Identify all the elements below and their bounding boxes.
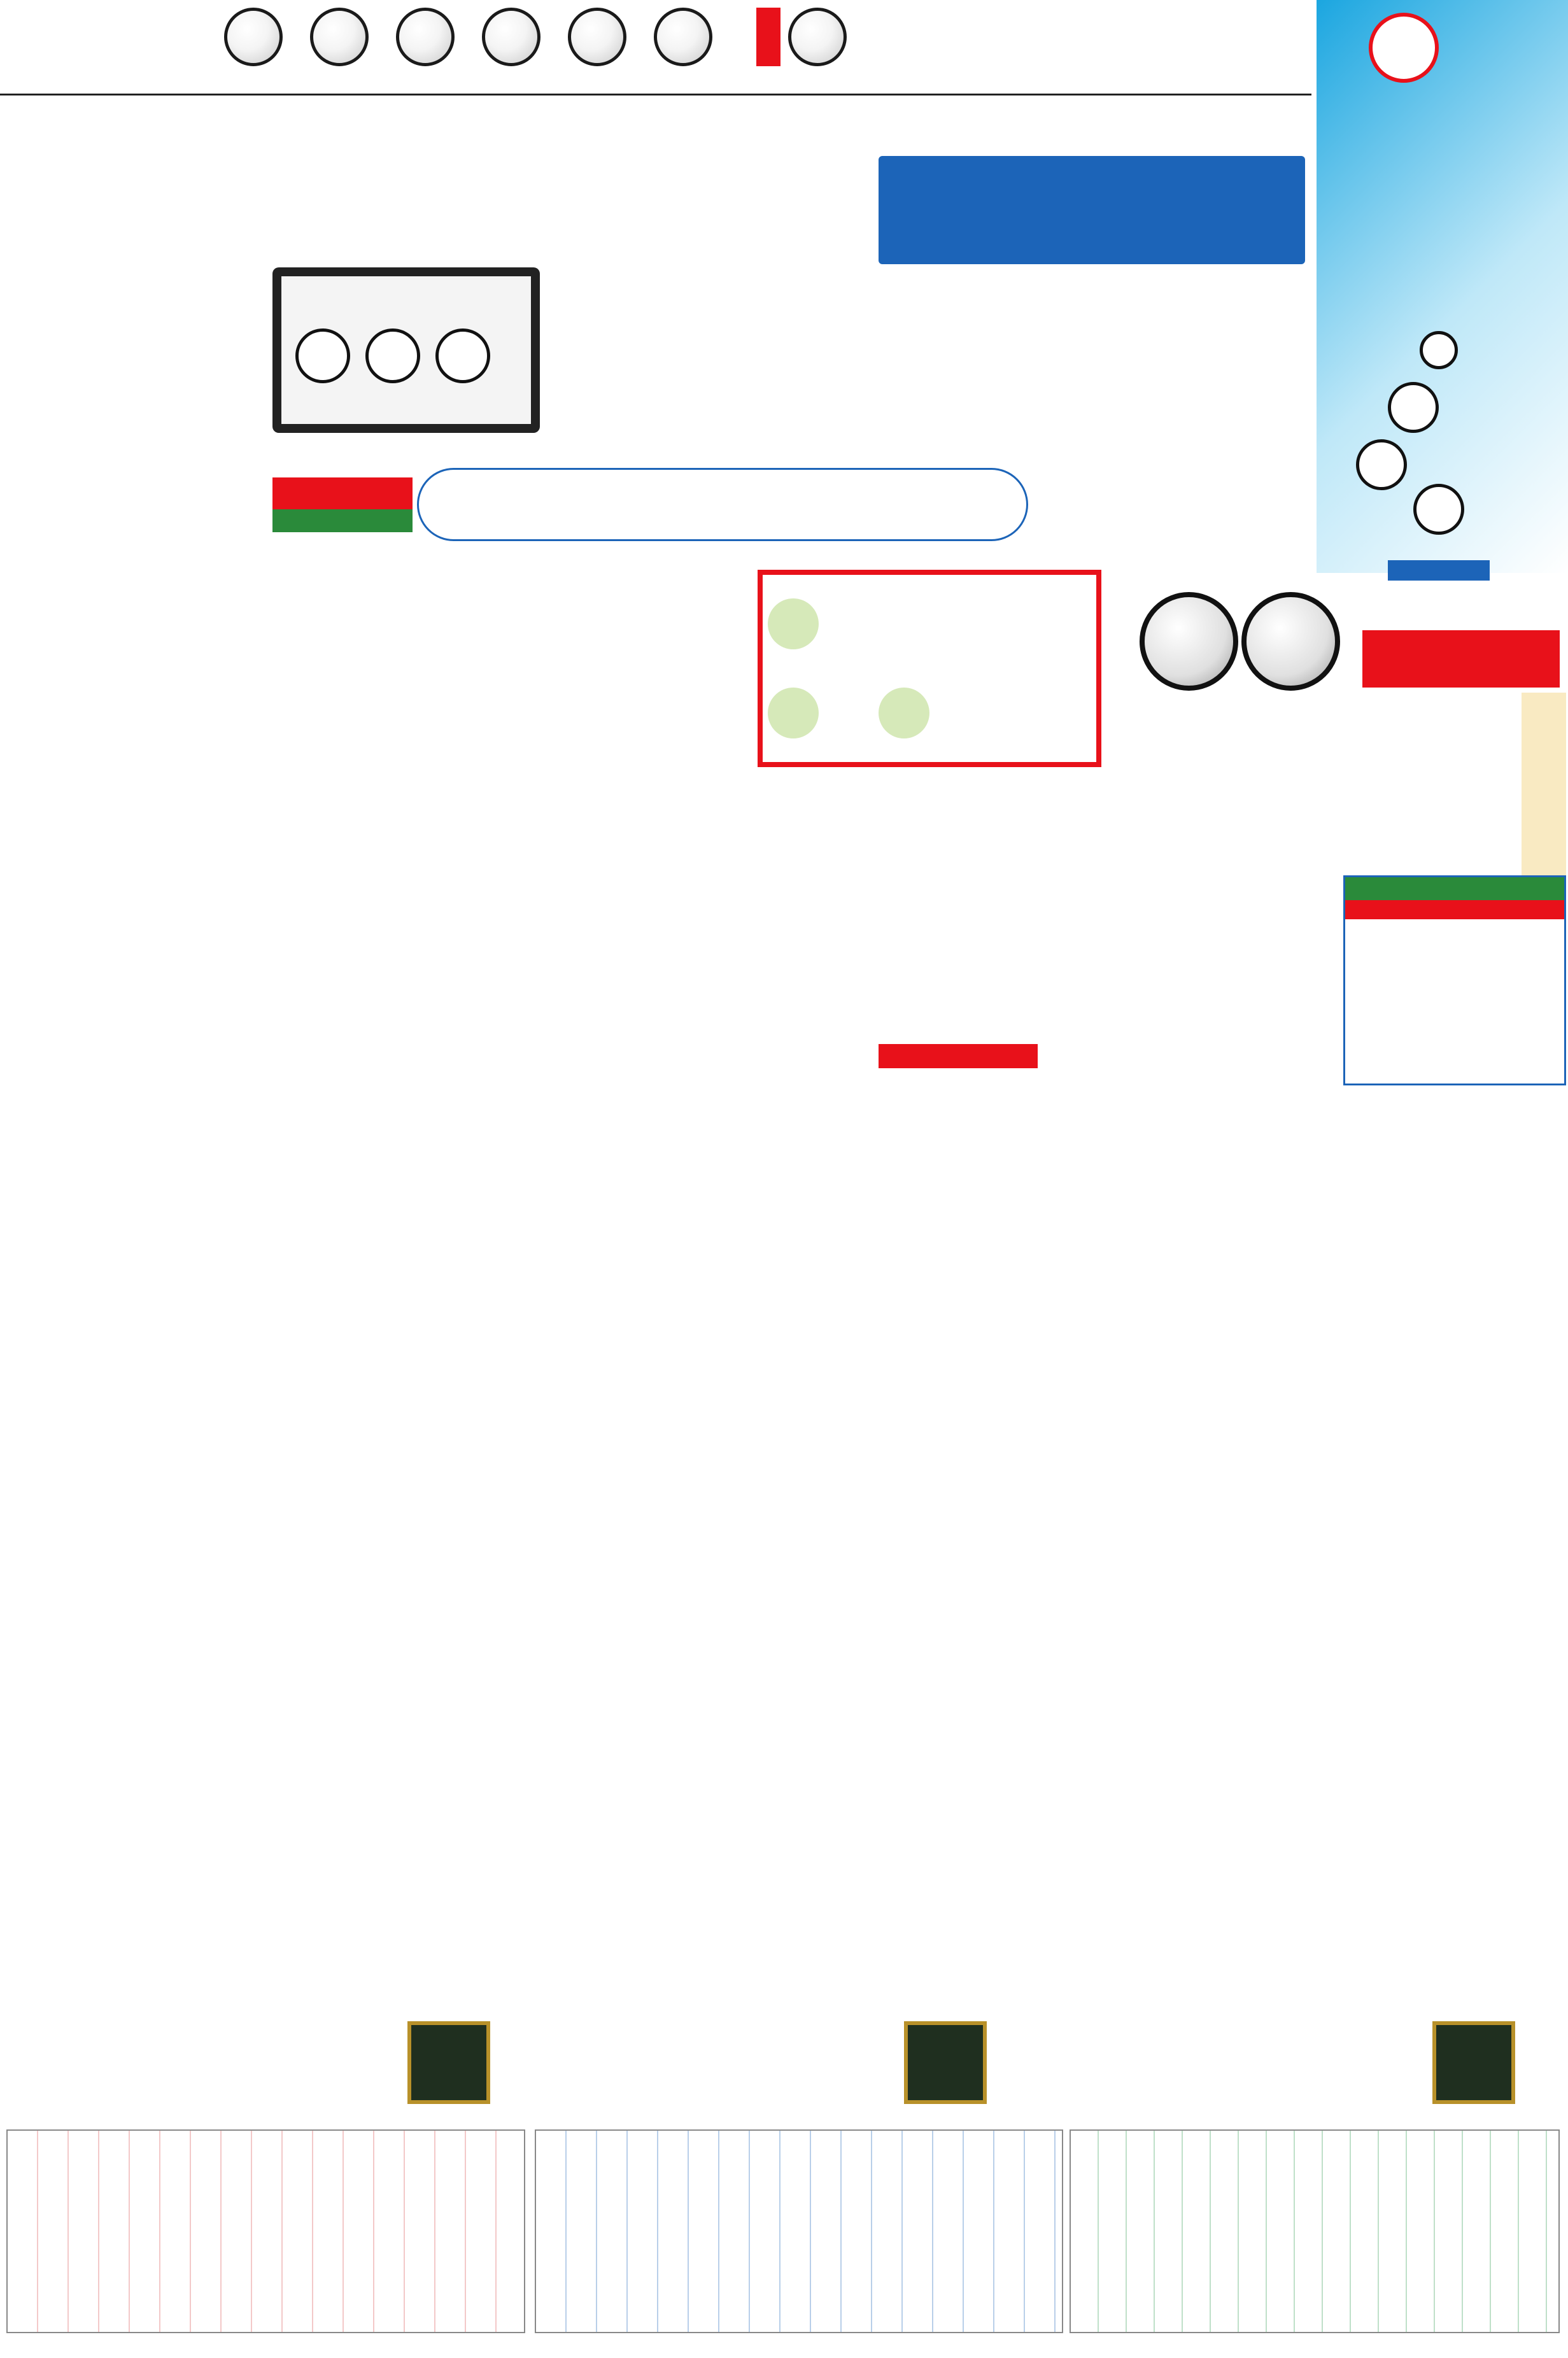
bottom-char bbox=[407, 2021, 490, 2104]
draw-ball bbox=[568, 8, 626, 66]
stats-header bbox=[6, 224, 223, 246]
zodiac-ball bbox=[768, 688, 819, 738]
banner-ball bbox=[1413, 484, 1464, 535]
logo bbox=[5, 4, 215, 61]
monitor-ball bbox=[435, 328, 490, 383]
monitor-graphic bbox=[272, 267, 540, 433]
draw-ball bbox=[396, 8, 455, 66]
headline bbox=[879, 156, 1305, 264]
prize-row bbox=[877, 69, 1310, 91]
zodiac-ball bbox=[879, 688, 929, 738]
nine-ball-frame bbox=[417, 468, 1028, 541]
bottom-char bbox=[1432, 2021, 1515, 2104]
banner-ball bbox=[1356, 439, 1407, 490]
lead-label bbox=[1388, 560, 1490, 581]
road-grid bbox=[6, 2129, 525, 2333]
bigstep-label bbox=[1362, 630, 1560, 688]
bigstep-balls bbox=[1140, 592, 1381, 694]
zodiac-ball bbox=[768, 598, 819, 649]
column-label bbox=[286, 847, 401, 891]
pick-label bbox=[879, 1044, 1038, 1068]
banner-ball bbox=[1388, 382, 1439, 433]
calendar bbox=[1343, 875, 1566, 1085]
nine-sub bbox=[272, 509, 413, 532]
calendar-weekdays bbox=[1345, 900, 1564, 919]
special-ball bbox=[788, 8, 847, 66]
calendar-title bbox=[1345, 877, 1564, 900]
side-author bbox=[1522, 693, 1566, 896]
prize-row bbox=[877, 23, 1310, 45]
prize-row bbox=[877, 46, 1310, 68]
special-label bbox=[756, 8, 780, 66]
prize-row bbox=[877, 0, 1310, 22]
bigstep-ball bbox=[1241, 592, 1340, 691]
draw-ball bbox=[310, 8, 369, 66]
monitor-ball bbox=[295, 328, 350, 383]
draw-ball bbox=[654, 8, 712, 66]
monitor-ball bbox=[365, 328, 420, 383]
pick-numbers bbox=[840, 1072, 1159, 1098]
prize-table bbox=[877, 0, 1310, 94]
article-body-1 bbox=[439, 844, 1101, 1015]
result-chart bbox=[0, 1362, 1568, 2005]
draw-ball bbox=[224, 8, 283, 66]
nine-label bbox=[272, 477, 413, 509]
road-grid bbox=[535, 2129, 1063, 2333]
draw-info-bar bbox=[0, 69, 877, 94]
bottom-char bbox=[904, 2021, 987, 2104]
bigstep-ball bbox=[1140, 592, 1238, 691]
road-grid bbox=[1070, 2129, 1560, 2333]
draw-ball bbox=[482, 8, 540, 66]
lottery-logo-icon bbox=[1369, 13, 1439, 83]
banner-ball bbox=[1420, 331, 1458, 369]
